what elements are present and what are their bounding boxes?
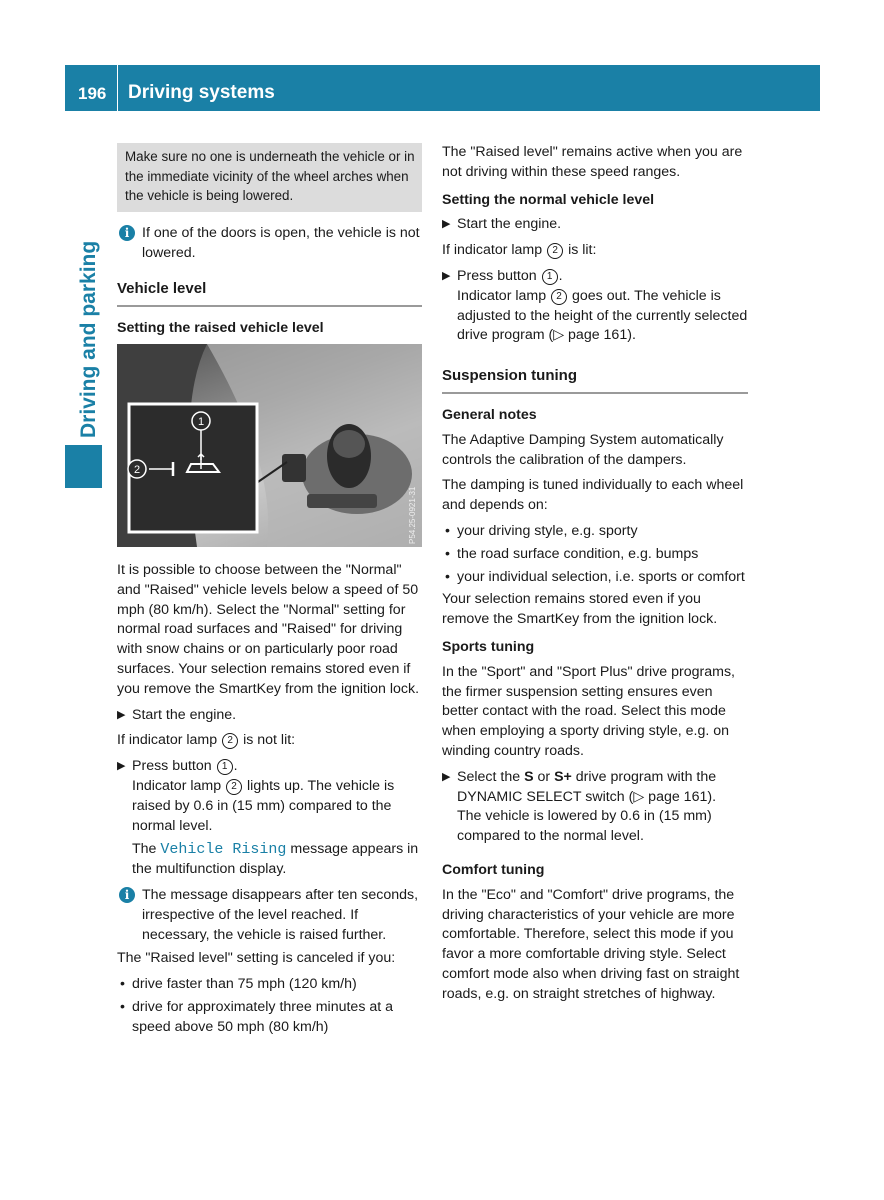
warning-box: Make sure no one is underneath the vehicle or in the immediate vicinity of the wheel arches when the vehicle is being lowered.: [117, 143, 422, 212]
bullet-icon: •: [445, 522, 450, 539]
step-text: Start the engine.: [132, 706, 237, 723]
arrow-icon: ▶: [442, 269, 451, 282]
step-text-post: drive program with the DYNAMIC SELECT switch (▷ page 161).: [457, 768, 717, 805]
step-result-pre: Indicator lamp: [457, 287, 547, 304]
step-result: goes out. The vehicle is adjusted to the height of the currently selected drive program (▷ page 161).: [457, 287, 748, 344]
program-s-plus: S+: [554, 768, 572, 785]
paragraph: It is possible to choose between the "Normal" and "Raised" vehicle levels below a speed of 50 mph (80 km/h). Select the "Normal" setting for normal road surfaces and "Raised" for driving with snow chains or on particularly poor road surfaces. Your selection remains stored even if you remove the SmartKey from the ignition lock.: [117, 561, 420, 697]
bullet-icon: •: [120, 976, 125, 993]
info-note: [117, 224, 422, 264]
header-title: Driving systems: [128, 82, 275, 103]
step-or: or: [537, 768, 551, 785]
condition-pre: If indicator lamp: [442, 242, 543, 259]
step-text: Press button: [457, 267, 537, 284]
bullet-icon: •: [120, 998, 125, 1015]
figure-center-console: [117, 344, 422, 547]
paragraph: The "Raised level" setting is canceled if you:: [117, 950, 396, 967]
list-item: [117, 998, 422, 1038]
right-column: [442, 143, 748, 1010]
condition-post: is not lit:: [243, 732, 296, 749]
step: [117, 706, 422, 726]
figure-code: P54.25-0921-31: [408, 486, 417, 544]
info-text: The message disappears after ten seconds, irrespective of the level reached. If necessary, the vehicle is raised further.: [142, 886, 419, 943]
subheading: Setting the normal vehicle level: [442, 191, 655, 208]
step-result: lights up. The vehicle is raised by 0.6 in (15 mm) compared to the normal level.: [132, 777, 395, 834]
condition-text: [442, 241, 748, 261]
list-item: [442, 568, 748, 588]
list-item: [117, 975, 422, 995]
step: [442, 768, 748, 847]
bullet-icon: •: [445, 545, 450, 562]
section-title: Vehicle level: [117, 279, 422, 307]
list-item: [442, 522, 748, 542]
paragraph: The "Raised level" remains active when you are not driving within these speed ranges.: [442, 144, 743, 180]
step-result-pre: Indicator lamp: [132, 777, 222, 794]
list-item-text: your individual selection, i.e. sports or comfort: [457, 568, 745, 585]
info-icon: i: [119, 887, 135, 903]
condition-pre: If indicator lamp: [117, 732, 218, 749]
list-item-text: the road surface condition, e.g. bumps: [457, 545, 699, 562]
condition-post: is lit:: [568, 242, 597, 259]
left-column: [117, 143, 422, 1041]
list-item-text: drive faster than 75 mph (120 km/h): [132, 976, 357, 993]
info-text: If one of the doors is open, the vehicle is not lowered.: [142, 224, 420, 261]
step-result: The vehicle is lowered by 0.6 in (15 mm) compared to the normal level.: [457, 808, 712, 845]
list-item-text: your driving style, e.g. sporty: [457, 522, 638, 539]
list-item-text: drive for approximately three minutes at a speed above 50 mph (80 km/h): [132, 998, 394, 1035]
header-divider: [117, 65, 118, 111]
side-tab-marker: [65, 445, 102, 488]
display-message: Vehicle Rising: [160, 841, 287, 859]
paragraph: In the "Eco" and "Comfort" drive programs, the driving characteristics of your vehicle are more comfortable. Therefore, select this mode if you favor a more comfortable driving style. Select comfort mode also when driving fast on straight roads, e.g. on straight stretches of highway.: [442, 886, 740, 1002]
paragraph: Your selection remains stored even if you remove the SmartKey from the ignition lock.: [442, 591, 718, 628]
callout-2-ref: 2: [547, 243, 563, 259]
callout-1: 1: [197, 415, 205, 428]
arrow-icon: ▶: [117, 708, 126, 721]
page-number: 196: [78, 84, 107, 103]
info-icon: i: [119, 225, 135, 241]
subheading: General notes: [442, 406, 537, 423]
arrow-icon: ▶: [117, 760, 126, 773]
callout-1-ref: 1: [217, 759, 233, 775]
callout-2-ref: 2: [551, 289, 567, 305]
subheading: Setting the raised vehicle level: [117, 320, 324, 337]
step-text: Select the: [457, 768, 521, 785]
message-post: message appears in the multifunction display.: [132, 841, 419, 878]
arrow-icon: ▶: [442, 218, 451, 231]
paragraph: The Adaptive Damping System automatically controls the calibration of the dampers.: [442, 431, 724, 468]
callout-2-ref: 2: [226, 779, 242, 795]
callout-2-ref: 2: [222, 733, 238, 749]
callout-2: 2: [133, 463, 141, 476]
paragraph: The damping is tuned individually to each wheel and depends on:: [442, 477, 744, 514]
arrow-icon: ▶: [442, 770, 451, 783]
list-item: [442, 545, 748, 565]
subheading: Sports tuning: [442, 638, 535, 655]
step: ▶ Press button 1 . Indicator lamp 2 goes out. The vehicle is adjusted to the height of the currently selected drive program (▷ page 161).: [442, 267, 748, 344]
step: [442, 215, 748, 235]
paragraph: In the "Sport" and "Sport Plus" drive programs, the firmer suspension setting ensures even better contact with the road. Select this mode when employing a sporty driving style, e.g. on winding country roads.: [442, 663, 735, 759]
condition-text: [117, 731, 422, 751]
side-tab-label: Driving and parking: [77, 240, 100, 438]
section-title: Suspension tuning: [442, 366, 748, 394]
step-text: Press button: [132, 758, 212, 775]
callout-1-ref: 1: [542, 269, 558, 285]
bullet-icon: •: [445, 568, 450, 585]
info-note: [117, 886, 422, 945]
subheading: Comfort tuning: [442, 861, 545, 878]
step: ▶ Press button 1 . Indicator lamp 2 lights up. The vehicle is raised by 0.6 in (15 mm) compared to the normal level. The Vehicle Rising message appears in the multifunction display.: [117, 757, 422, 880]
step-text: Start the engine.: [457, 216, 562, 233]
program-s: S: [524, 768, 534, 785]
figure-svg: [117, 344, 422, 547]
page-header: [65, 65, 820, 111]
message-line: [132, 840, 422, 880]
message-pre: The: [132, 841, 157, 858]
